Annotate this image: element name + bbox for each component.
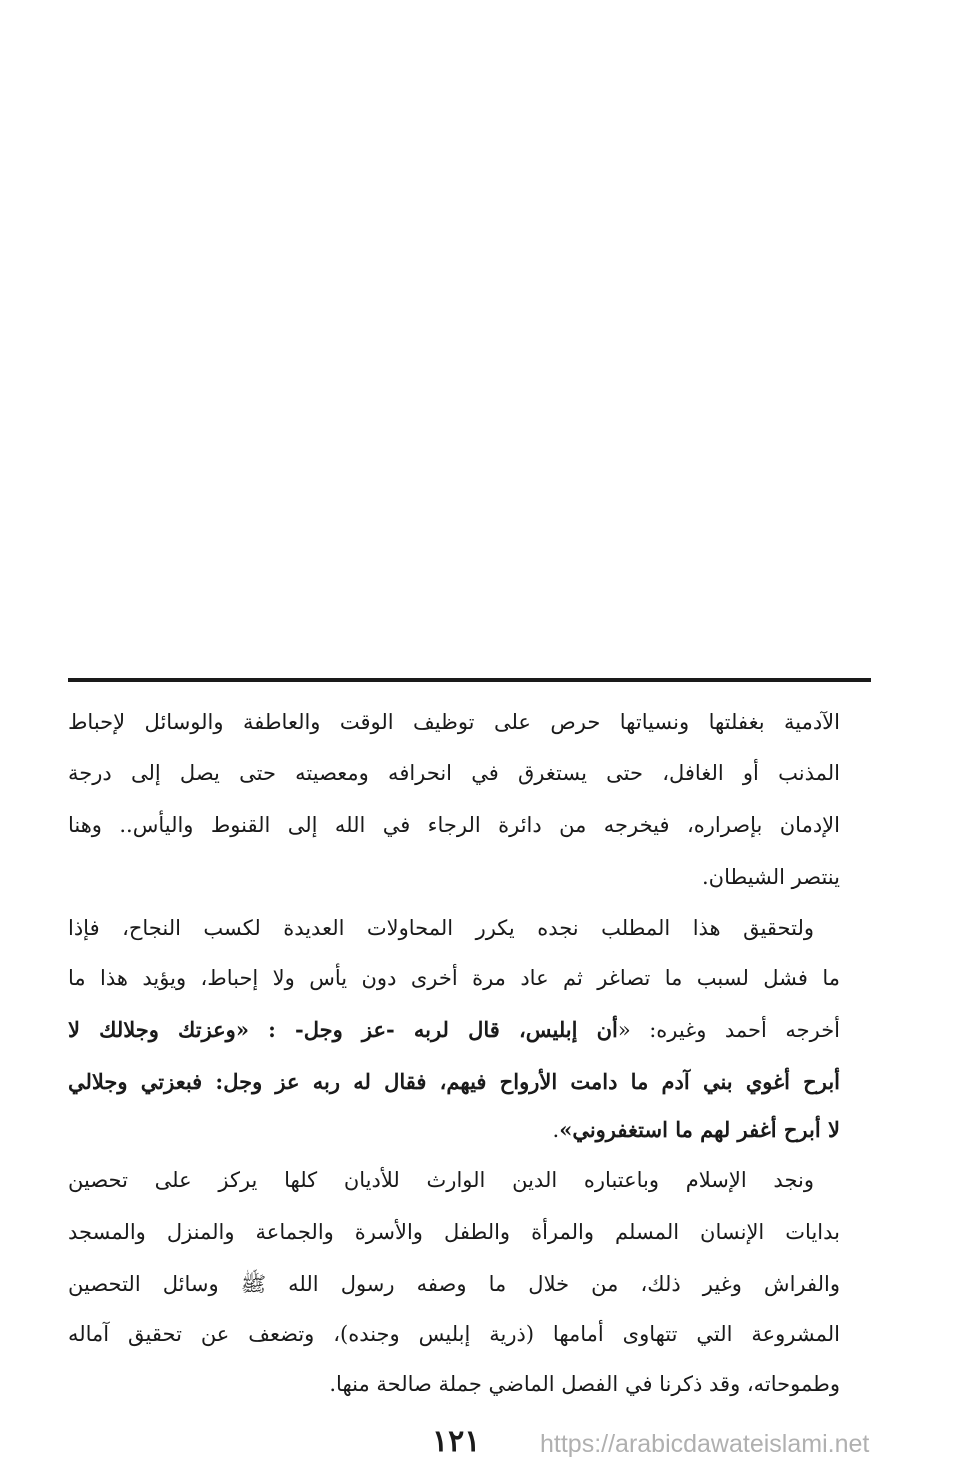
text-line: الإدمان بإصراره، فيخرجه من دائرة الرجاء في الله إلى القنوط واليأس.. وهنا <box>68 813 840 837</box>
text-line: المذنب أو الغافل، حتى يستغرق في انحرافه ومعصيته حتى يصل إلى درجة <box>68 761 840 785</box>
intro-text: أخرجه أحمد وغيره: « <box>617 1018 841 1042</box>
hadith-text: لا أبرح أغفر لهم ما استغفروني» <box>559 1117 840 1142</box>
text-line: ينتصر الشيطان. <box>701 865 840 889</box>
watermark-url: https://arabicdawateislami.net <box>540 1430 870 1458</box>
text-line: ما فشل لسبب ما تصاغر ثم عاد مرة أخرى دون يأس ولا إحباط، ويؤيد هذا ما <box>68 966 840 990</box>
hadith-intro-line <box>68 1010 840 1050</box>
hadith-line: أبرح أغوي بني آدم ما دامت الأرواح فيهم، فقال له ربه عز وجل: فبعزتي وجلالي <box>68 1069 840 1094</box>
paragraph-start-line: ولتحقيق هذا المطلب نجده يكرر المحاولات العديدة لكسب النجاح، فإذا <box>68 916 814 940</box>
text-line: بدايات الإنسان المسلم والمرأة والطفل والأسرة والجماعة والمنزل والمسجد <box>68 1220 840 1244</box>
paragraph-start-line: ونجد الإسلام وباعتباره الدين الوارث للأديان كلها يركز على تحصين <box>68 1168 814 1192</box>
text-line: الآدمية بغفلتها ونسياتها حرص على توظيف الوقت والعاطفة والوسائل لإحباط <box>68 710 840 734</box>
text-line: والفراش وغير ذلك، من خلال ما وصفه رسول الله ﷺ وسائل التحصين <box>68 1272 840 1296</box>
hadith-text: أن إبليس، قال لربه -عز وجل- : «وعزتك وجلالك لا <box>68 1017 618 1042</box>
hadith-line-end <box>553 1110 841 1150</box>
page-number: ١٢١ <box>432 1424 481 1459</box>
text-line: المشروعة التي تتهاوى أمامها (ذرية إبليس وجنده)، وتضعف عن تحقيق آماله <box>68 1322 840 1346</box>
text-line: وطموحاته، وقد ذكرنا في الفصل الماضي جملة صالحة منها. <box>329 1372 840 1396</box>
period: . <box>552 1118 560 1142</box>
footnote-divider <box>68 678 871 682</box>
